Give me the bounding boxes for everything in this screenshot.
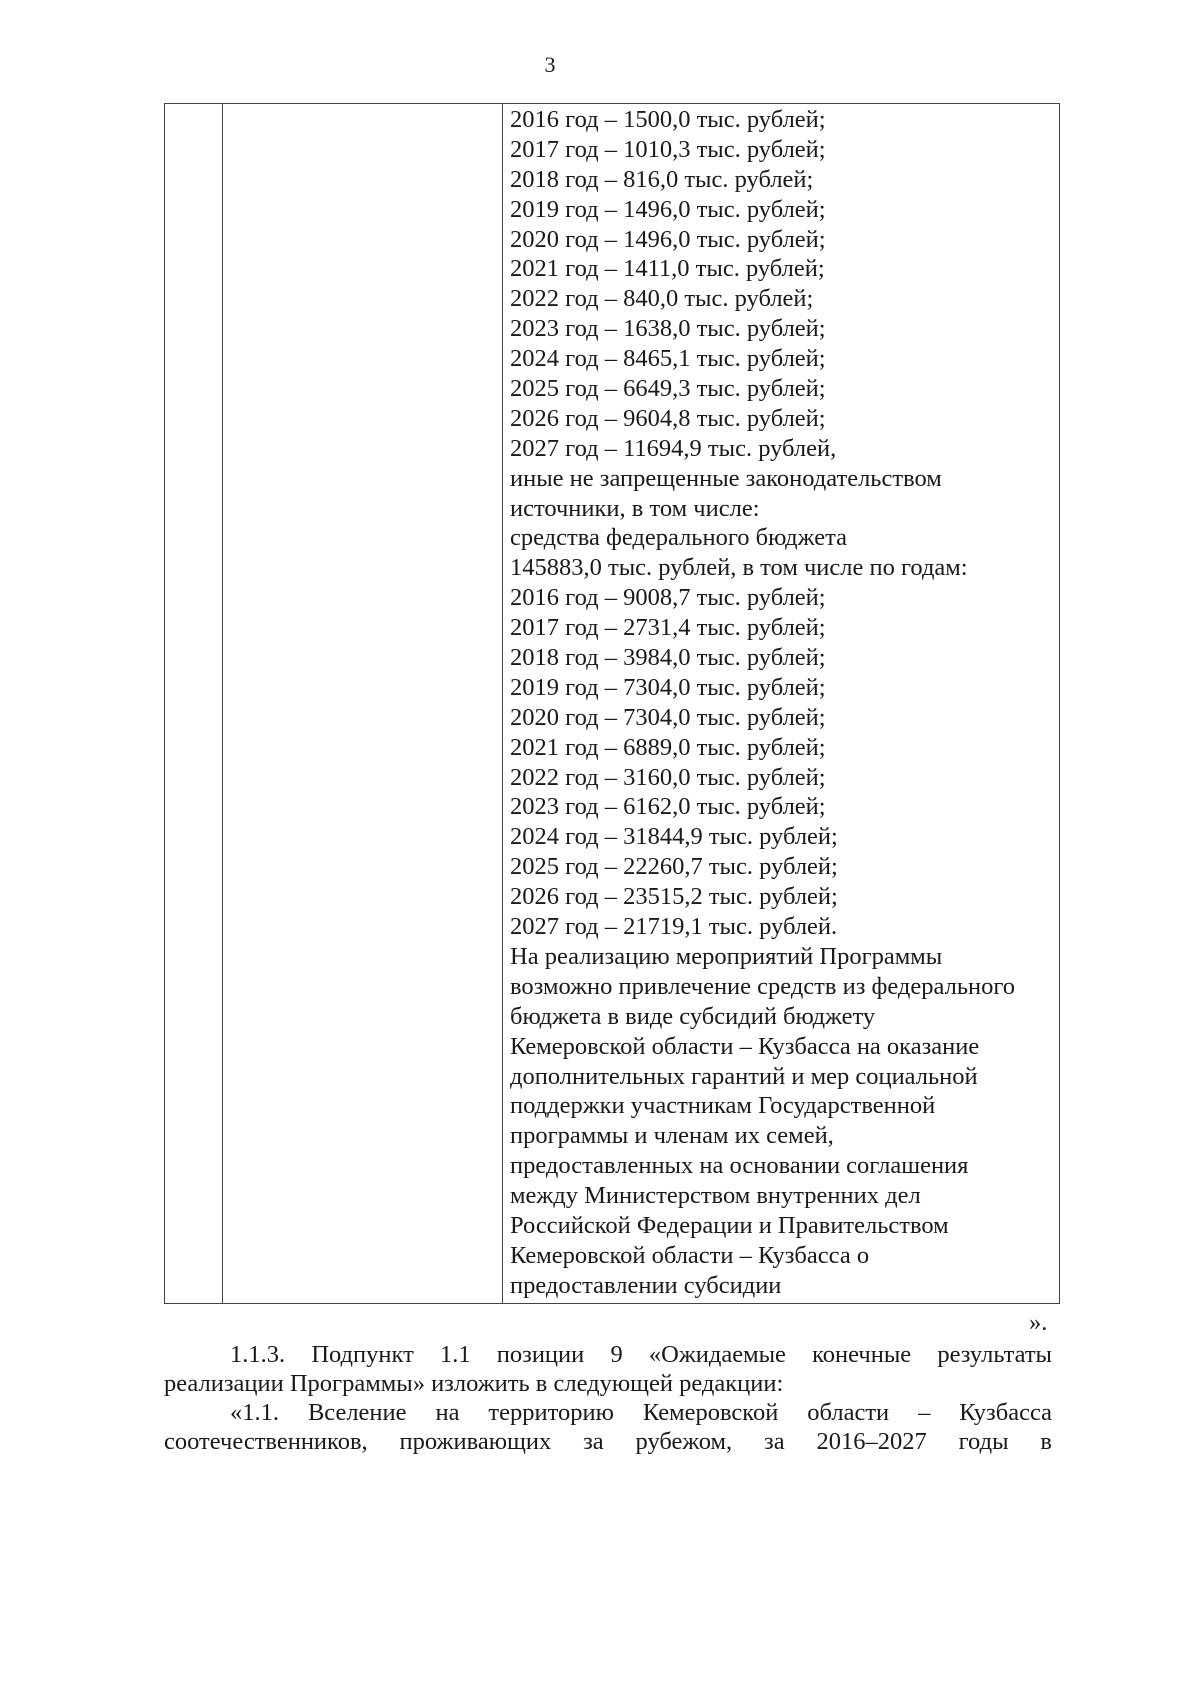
table-line: 2018 год – 816,0 тыс. рублей; xyxy=(510,165,814,193)
table-line: предоставлении субсидии xyxy=(510,1271,782,1299)
funding-cell xyxy=(510,105,1053,1301)
table-line: средства федерального бюджета xyxy=(510,524,847,552)
table-line: 2026 год – 9604,8 тыс. рублей; xyxy=(510,404,826,432)
table-line: 2017 год – 1010,3 тыс. рублей; xyxy=(510,135,826,163)
table-line: источники, в том числе: xyxy=(510,494,760,522)
table-line: 2016 год – 9008,7 тыс. рублей; xyxy=(510,584,826,612)
table-line: 2026 год – 23515,2 тыс. рублей; xyxy=(510,883,838,911)
table-line: 2022 год – 840,0 тыс. рублей; xyxy=(510,285,814,313)
paragraph-line: 1.1.3. Подпункт 1.1 позиции 9 «Ожидаемые конечные результаты xyxy=(230,1341,1052,1368)
budget-table xyxy=(164,103,1060,1304)
table-line: поддержки участникам Государственной xyxy=(510,1092,936,1120)
table-line: Кемеровской области – Кузбасса на оказание xyxy=(510,1032,980,1060)
paragraph-1-1-3 xyxy=(164,1340,1052,1398)
page-number: 3 xyxy=(544,52,556,77)
table-line: 2027 год – 21719,1 тыс. рублей. xyxy=(510,913,838,941)
table-line: 2020 год – 7304,0 тыс. рублей; xyxy=(510,703,826,731)
table-line: предоставленных на основании соглашения xyxy=(510,1152,969,1180)
table-line: 2017 год – 2731,4 тыс. рублей; xyxy=(510,614,826,642)
table-line: между Министерством внутренних дел xyxy=(510,1182,921,1210)
table-line: бюджета в виде субсидий бюджету xyxy=(510,1002,876,1030)
table-line: На реализацию мероприятий Программы xyxy=(510,942,943,970)
table-line: Кемеровской области – Кузбасса о xyxy=(510,1241,870,1269)
closing-quote: ». xyxy=(1029,1309,1048,1336)
table-line: 2018 год – 3984,0 тыс. рублей; xyxy=(510,644,826,672)
table-line: дополнительных гарантий и мер социальной xyxy=(510,1062,978,1090)
paragraph-line: «1.1. Вселение на территорию Кемеровской области – Кузбасса xyxy=(230,1399,1052,1426)
table-line: иные не запрещенные законодательством xyxy=(510,464,942,492)
table-line: 2024 год – 31844,9 тыс. рублей; xyxy=(510,823,838,851)
column-divider xyxy=(222,104,223,1303)
table-line: 2019 год – 1496,0 тыс. рублей; xyxy=(510,195,826,223)
column-divider xyxy=(502,104,503,1303)
table-line: 2023 год – 6162,0 тыс. рублей; xyxy=(510,793,826,821)
table-line: 2020 год – 1496,0 тыс. рублей; xyxy=(510,225,826,253)
table-line: 2023 год – 1638,0 тыс. рублей; xyxy=(510,315,826,343)
paragraph-line: соотечественников, проживающих за рубежом, за 2016–2027 годы в xyxy=(164,1428,1052,1455)
paragraph-1-1 xyxy=(164,1398,1052,1456)
table-line: 2019 год – 7304,0 тыс. рублей; xyxy=(510,673,826,701)
table-line: 2027 год – 11694,9 тыс. рублей, xyxy=(510,434,837,462)
table-line: возможно привлечение средств из федерального xyxy=(510,972,1016,1000)
table-line: 2025 год – 22260,7 тыс. рублей; xyxy=(510,853,838,881)
table-line: Российской Федерации и Правительством xyxy=(510,1211,949,1239)
table-line: 145883,0 тыс. рублей, в том числе по годам: xyxy=(510,554,968,582)
table-line: 2025 год – 6649,3 тыс. рублей; xyxy=(510,375,826,403)
table-line: 2021 год – 1411,0 тыс. рублей; xyxy=(510,255,825,283)
table-line: 2022 год – 3160,0 тыс. рублей; xyxy=(510,763,826,791)
table-line: 2024 год – 8465,1 тыс. рублей; xyxy=(510,345,826,373)
table-line: 2021 год – 6889,0 тыс. рублей; xyxy=(510,733,826,761)
paragraph-line: реализации Программы» изложить в следующей редакции: xyxy=(164,1370,784,1397)
table-line: программы и членам их семей, xyxy=(510,1122,834,1150)
table-line: 2016 год – 1500,0 тыс. рублей; xyxy=(510,106,826,133)
